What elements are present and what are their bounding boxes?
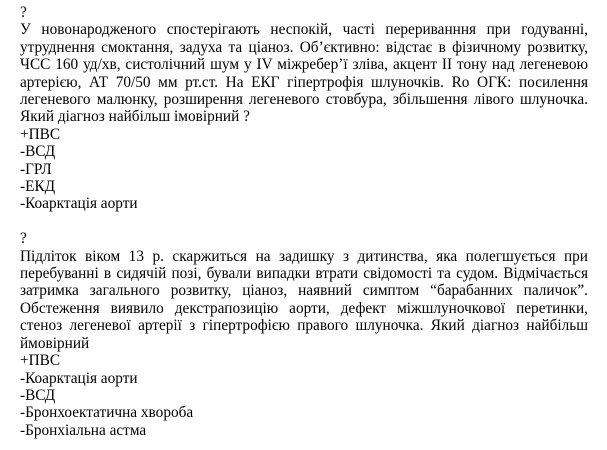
document-page [20, 4, 588, 439]
answer-option: -ГРЛ [20, 160, 52, 178]
answer-option-correct: +ПВС [20, 352, 61, 370]
question-stem: Підліток віком 13 р. скаржиться на задишку з дитинства, яка полегшується при перебуванні в сидячій позі, бували випадки втрати свідомості та судом. Відмічається затримка загального розвитку, ціаноз, наявний симптом “барабанних паличок”. Обстеження виявило декстрапозицію аорти, дефект міжшлуночкової перетинки, стеноз легеневої артерії з гіпертрофією правого шлуночка. Який діагноз найбільш ймовірний [20, 247, 588, 352]
answer-option-correct: +ПВС [20, 125, 61, 143]
answer-option: -Коарктація аорти [20, 195, 138, 213]
question-1 [20, 4, 588, 213]
answer-option: -Бронхоектатична хвороба [20, 404, 194, 422]
answer-option: -ВСД [20, 386, 56, 404]
question-stem: У новонародженого спостерігають неспокій, часті перериванння при годуванні, утруднення смоктання, задуха та ціаноз. Об’єктивно: відстає в фізичному розвитку, ЧСС 160 уд/хв, систолічний шум у IV міжребер’ї зліва, акцент ІІ тону над легеневою артерією, АТ 70/50 мм рт.ст. На ЕКГ гіпертрофія шлуночків. Ro ОГК: посилення легеневого малюнку, розширення легеневого стовбура, збільшення лівого шлуночка. Який діагноз найбільш імовірний ? [20, 21, 588, 126]
question-marker: ? [20, 230, 27, 248]
answer-option: -Коарктація аорти [20, 369, 138, 387]
answer-option: -Бронхіальна астма [20, 421, 147, 439]
question-marker: ? [20, 4, 27, 21]
answer-option: -ЕКД [20, 178, 56, 196]
question-2 [20, 230, 588, 439]
answer-option: -ВСД [20, 143, 56, 161]
